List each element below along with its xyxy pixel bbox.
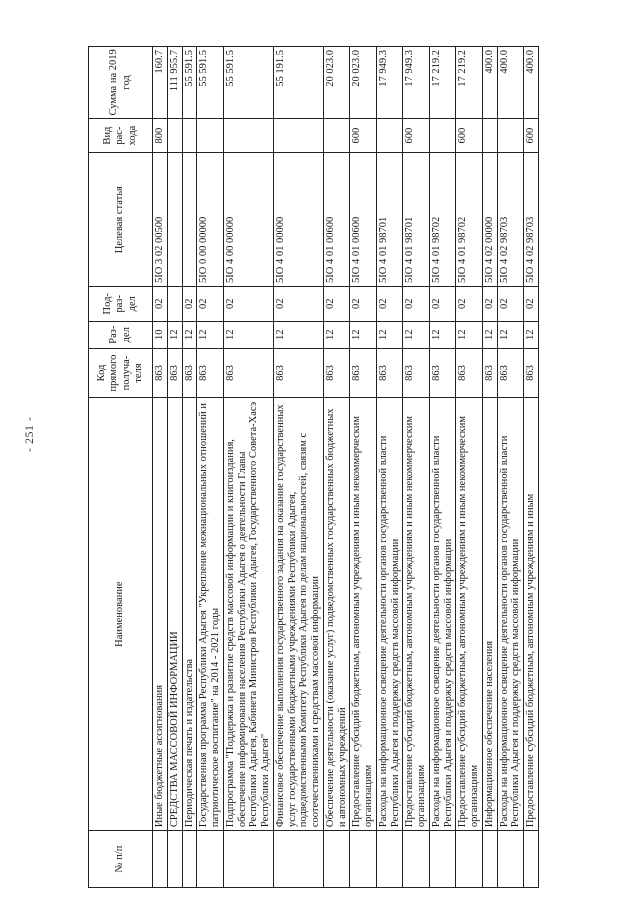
table-row: [153, 47, 168, 888]
cell-num: [153, 831, 168, 888]
cell-code: 863: [524, 348, 539, 397]
table-row: [323, 47, 350, 888]
header-code: Код прямого получа-теля: [89, 348, 153, 397]
cell-vid: [497, 118, 524, 153]
cell-num: [524, 831, 539, 888]
cell-podrazdel: 02: [223, 286, 273, 321]
header-csr: Целевая статья: [89, 153, 153, 287]
cell-num: [482, 831, 497, 888]
cell-csr: 5IO 4 01 00000: [273, 153, 323, 287]
cell-podrazdel: 02: [482, 286, 497, 321]
cell-razdel: 12: [403, 321, 430, 348]
cell-num: [429, 831, 456, 888]
cell-csr: 5IO 4 01 00600: [350, 153, 377, 287]
cell-code: 863: [182, 348, 197, 397]
cell-num: [323, 831, 350, 888]
cell-num: [350, 831, 377, 888]
header-sum: Сумма на 2019 год: [89, 47, 153, 119]
cell-code: 863: [167, 348, 182, 397]
header-vid: Вид рас-хода: [89, 118, 153, 153]
cell-vid: [223, 118, 273, 153]
cell-sum: 17 219.2: [429, 47, 456, 119]
budget-table: [88, 46, 539, 888]
cell-num: [403, 831, 430, 888]
cell-csr: 5IO 4 01 98702: [429, 153, 456, 287]
cell-sum: 111 955.7: [167, 47, 182, 119]
cell-razdel: 12: [497, 321, 524, 348]
cell-code: 863: [153, 348, 168, 397]
cell-name: Предоставление субсидий бюджетным, автономным учреждениям и иным некоммерческим организациям: [403, 398, 430, 831]
cell-num: [167, 831, 182, 888]
cell-razdel: 12: [197, 321, 224, 348]
table-row: [223, 47, 273, 888]
table-row: [376, 47, 403, 888]
cell-num: [273, 831, 323, 888]
cell-name: Предоставление субсидий бюджетным, автономным учреждениям и иным некоммерческим организациям: [456, 398, 483, 831]
cell-sum: 20 023.0: [350, 47, 377, 119]
cell-csr: [182, 153, 197, 287]
cell-code: 863: [223, 348, 273, 397]
cell-sum: 17 949.3: [376, 47, 403, 119]
table-row: [197, 47, 224, 888]
cell-podrazdel: 02: [323, 286, 350, 321]
cell-name: Подпрограмма "Поддержка и развитие средств массовой информации и книгоиздания, обеспечение информирования населения Республики Адыгея о деятельности Главы Республики Адыгея, Кабинета Министров Республики Адыгея, Государственного Совета-Хасэ Республики Адыгея": [223, 398, 273, 831]
cell-name: Государственная программа Республики Адыгея "Укрепление межнациональных отношений и патриотическое воспитание" на 2014 - 2021 годы: [197, 398, 224, 831]
table-row: [182, 47, 197, 888]
cell-csr: 5IO 4 01 98702: [456, 153, 483, 287]
cell-code: 863: [482, 348, 497, 397]
cell-razdel: 12: [273, 321, 323, 348]
cell-name: Предоставление субсидий бюджетным, автономным учреждениям и иным: [524, 398, 539, 831]
cell-vid: [482, 118, 497, 153]
table-row: [497, 47, 524, 888]
table-row: [482, 47, 497, 888]
cell-sum: 17 949.3: [403, 47, 430, 119]
cell-name: Иные бюджетные ассигнования: [153, 398, 168, 831]
cell-podrazdel: 02: [376, 286, 403, 321]
cell-name: Расходы на информационное освещение деятельности органов государственной власти Республики Адыгея и поддержку средств массовой информации: [376, 398, 403, 831]
cell-code: 863: [197, 348, 224, 397]
cell-name: СРЕДСТВА МАССОВОЙ ИНФОРМАЦИИ: [167, 398, 182, 831]
cell-podrazdel: 02: [403, 286, 430, 321]
cell-csr: 5IO 4 01 98701: [376, 153, 403, 287]
cell-name: Обеспечение деятельности (оказание услуг) подведомственных государственных бюджетных и автономных учреждений: [323, 398, 350, 831]
cell-sum: 55 591.5: [223, 47, 273, 119]
table-body: [153, 47, 539, 888]
cell-vid: [167, 118, 182, 153]
cell-name: Информационное обеспечение населения: [482, 398, 497, 831]
header-razdel: Раз-дел: [89, 321, 153, 348]
cell-sum: 55 591.5: [182, 47, 197, 119]
cell-razdel: 12: [323, 321, 350, 348]
cell-csr: 5IO 4 02 98703: [524, 153, 539, 287]
cell-podrazdel: 02: [429, 286, 456, 321]
cell-sum: 160.7: [153, 47, 168, 119]
rotated-page-content: [88, 46, 608, 888]
cell-name: Расходы на информационное освещение деятельности органов государственной власти Республики Адыгея и поддержку средств массовой информации: [429, 398, 456, 831]
header-podrazdel: Под-раз-дел: [89, 286, 153, 321]
cell-num: [456, 831, 483, 888]
cell-num: [497, 831, 524, 888]
cell-code: 863: [323, 348, 350, 397]
cell-code: 863: [273, 348, 323, 397]
cell-vid: 600: [524, 118, 539, 153]
cell-vid: [429, 118, 456, 153]
cell-vid: 600: [350, 118, 377, 153]
cell-vid: 600: [456, 118, 483, 153]
table-row: [524, 47, 539, 888]
table-row: [429, 47, 456, 888]
cell-name: Финансовое обеспечение выполнения государственного задания на оказание государственных услуг государственными бюджетными учреждениями Республики Адыгея, подведомственными Комитету Республики Адыгея по делам национальностей, связям с соотечественниками и средствам массовой информации: [273, 398, 323, 831]
cell-podrazdel: 02: [497, 286, 524, 321]
cell-csr: 5IO 4 01 98701: [403, 153, 430, 287]
cell-sum: 400.0: [482, 47, 497, 119]
cell-csr: 5IO 4 01 00600: [323, 153, 350, 287]
table-row: [167, 47, 182, 888]
cell-vid: [197, 118, 224, 153]
cell-sum: 17 219.2: [456, 47, 483, 119]
cell-num: [376, 831, 403, 888]
cell-sum: 55 191.5: [273, 47, 323, 119]
cell-sum: 20 023.0: [323, 47, 350, 119]
table-header-row: [89, 47, 153, 888]
cell-num: [223, 831, 273, 888]
cell-sum: 55 591.5: [197, 47, 224, 119]
cell-razdel: 12: [456, 321, 483, 348]
cell-razdel: 12: [167, 321, 182, 348]
cell-razdel: 12: [376, 321, 403, 348]
cell-name: Периодическая печать и издательства: [182, 398, 197, 831]
cell-code: 863: [456, 348, 483, 397]
cell-podrazdel: 02: [273, 286, 323, 321]
cell-name: Расходы на информационное освещение деятельности органов государственной власти Республики Адыгея и поддержку средств массовой информации: [497, 398, 524, 831]
cell-num: [197, 831, 224, 888]
cell-csr: 5IO 4 02 98703: [497, 153, 524, 287]
cell-razdel: 12: [223, 321, 273, 348]
header-num: № п/п: [89, 831, 153, 888]
cell-razdel: 12: [350, 321, 377, 348]
cell-vid: [323, 118, 350, 153]
cell-podrazdel: 02: [197, 286, 224, 321]
cell-code: 863: [497, 348, 524, 397]
cell-podrazdel: 02: [182, 286, 197, 321]
cell-podrazdel: 02: [350, 286, 377, 321]
cell-podrazdel: 02: [524, 286, 539, 321]
cell-code: 863: [403, 348, 430, 397]
cell-razdel: 12: [524, 321, 539, 348]
page-number: - 251 -: [22, 416, 36, 452]
cell-csr: 5IO 3 02 00500: [153, 153, 168, 287]
cell-vid: [273, 118, 323, 153]
cell-razdel: 10: [153, 321, 168, 348]
cell-code: 863: [376, 348, 403, 397]
cell-razdel: 12: [482, 321, 497, 348]
cell-vid: [182, 118, 197, 153]
table-row: [403, 47, 430, 888]
cell-code: 863: [350, 348, 377, 397]
table-row: [350, 47, 377, 888]
cell-podrazdel: [167, 286, 182, 321]
table-row: [456, 47, 483, 888]
cell-vid: 600: [403, 118, 430, 153]
cell-vid: [376, 118, 403, 153]
cell-num: [182, 831, 197, 888]
cell-csr: 5IO 0 00 00000: [197, 153, 224, 287]
cell-sum: 400.0: [497, 47, 524, 119]
cell-podrazdel: 02: [153, 286, 168, 321]
cell-name: Предоставление субсидий бюджетным, автономным учреждениям и иным некоммерческим организациям: [350, 398, 377, 831]
cell-csr: 5IO 4 00 00000: [223, 153, 273, 287]
cell-vid: 800: [153, 118, 168, 153]
cell-podrazdel: 02: [456, 286, 483, 321]
header-name: Наименование: [89, 398, 153, 831]
cell-razdel: 12: [182, 321, 197, 348]
cell-code: 863: [429, 348, 456, 397]
cell-csr: 5IO 4 02 00000: [482, 153, 497, 287]
cell-csr: [167, 153, 182, 287]
cell-razdel: 12: [429, 321, 456, 348]
table-row: [273, 47, 323, 888]
cell-sum: 400.0: [524, 47, 539, 119]
